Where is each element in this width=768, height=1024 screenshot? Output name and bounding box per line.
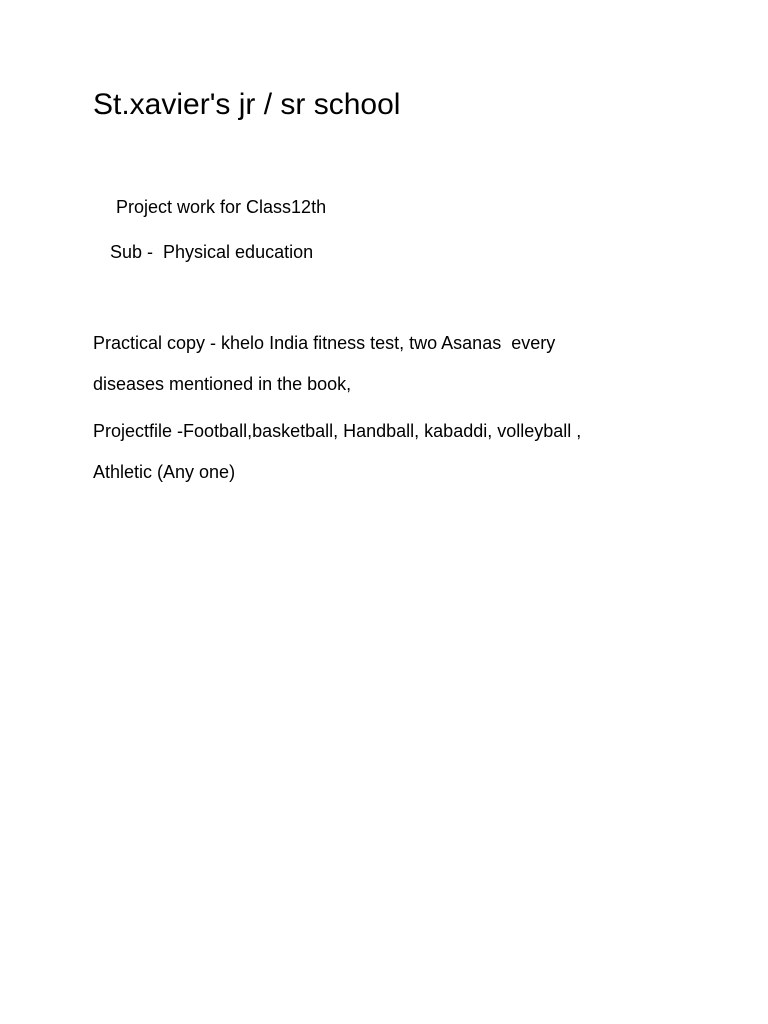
practical-copy-line-1: Practical copy - khelo India fitness test, two Asanas every xyxy=(93,333,556,353)
practical-copy-line-2: diseases mentioned in the book, xyxy=(93,374,352,394)
subject-line: Sub - Physical education xyxy=(110,242,314,262)
school-title: St.xavier's jr / sr school xyxy=(93,88,401,121)
projectfile-line-2: Athletic (Any one) xyxy=(93,462,236,482)
projectfile-line-1: Projectfile -Football,basketball, Handball, kabaddi, volleyball , xyxy=(93,421,582,441)
project-heading: Project work for Class12th xyxy=(116,197,327,217)
